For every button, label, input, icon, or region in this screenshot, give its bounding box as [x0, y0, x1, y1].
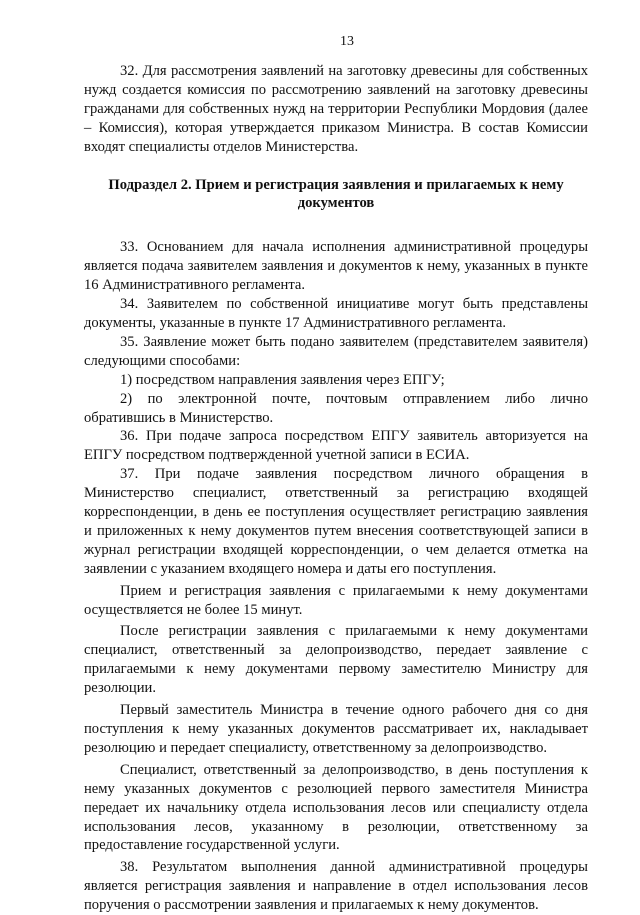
paragraph-first-deputy: Первый заместитель Министра в течение одного рабочего дня со дня поступления к нему указанных документов рассматривает их, накладывает резолюцию и передает специалисту, ответственному за делопроизводство.: [84, 702, 588, 756]
list-item-2: 2) по электронной почте, почтовым отправлением либо лично обратившись в Министерство.: [84, 390, 588, 426]
section-heading: Подраздел 2. Прием и регистрация заявления и прилагаемых к нему документов: [108, 176, 564, 212]
paragraph-35: 35. Заявление может быть подано заявителем (представителем заявителя) следующими способами:: [84, 333, 588, 369]
paragraph-37: 37. При подаче заявления посредством личного обращения в Министерство специалист, ответственный за регистрацию входящей корреспонденции, в день ее поступления осуществляет регистрацию заявления и приложенных к нему документов путем внесения соответствующей записи в журнал регистрации входящей корреспонденции, о чем делается отметка на заявлении с указанием входящего номера и даты его поступления.: [84, 466, 588, 577]
paragraph-36: 36. При подаче запроса посредством ЕПГУ заявитель авторизуется на ЕПГУ посредством подтвержденной учетной записи в ЕСИА.: [84, 428, 588, 464]
paragraph-after-registration: После регистрации заявления с прилагаемыми к нему документами специалист, ответственный за делопроизводство, передает заявление с прилагаемыми к нему документами первому заместителю Министру для резолюции.: [84, 623, 588, 697]
paragraph-33: 33. Основанием для начала исполнения административной процедуры является подача заявителем заявления и документов к нему, указанных в пункте 16 Административного регламента.: [84, 239, 588, 294]
paragraph-reception-time: Прием и регистрация заявления с прилагаемыми к нему документами осуществляется не более 15 минут.: [84, 582, 588, 618]
paragraph-specialist: Специалист, ответственный за делопроизводство, в день поступления к нему указанных документов с резолюцией первого заместителя Министра передает их начальнику отдела использования лесов или специалисту отдела использования лесов, указанному в резолюции, ответственному за предоставление государственной услуги.: [84, 761, 588, 854]
paragraph-38: 38. Результатом выполнения данной административной процедуры является регистрация заявления и направление в отдел использования лесов поручения о рассмотрении заявления и прилагаемых к нему документов.: [84, 859, 588, 914]
list-item-1: 1) посредством направления заявления через ЕПГУ;: [120, 371, 445, 388]
paragraph-32: 32. Для рассмотрения заявлений на заготовку древесины для собственных нужд создается комиссия по рассмотрению заявлений на заготовку древесины гражданами для собственных нужд на территории Республики Мордовия (далее – Комиссия), которая утверждается приказом Министра. В состав Комиссии входят специалисты отделов Министерства.: [84, 63, 588, 155]
page-number: 13: [340, 34, 354, 49]
paragraph-34: 34. Заявителем по собственной инициативе могут быть представлены документы, указанные в пункте 17 Административного регламента.: [84, 296, 588, 331]
